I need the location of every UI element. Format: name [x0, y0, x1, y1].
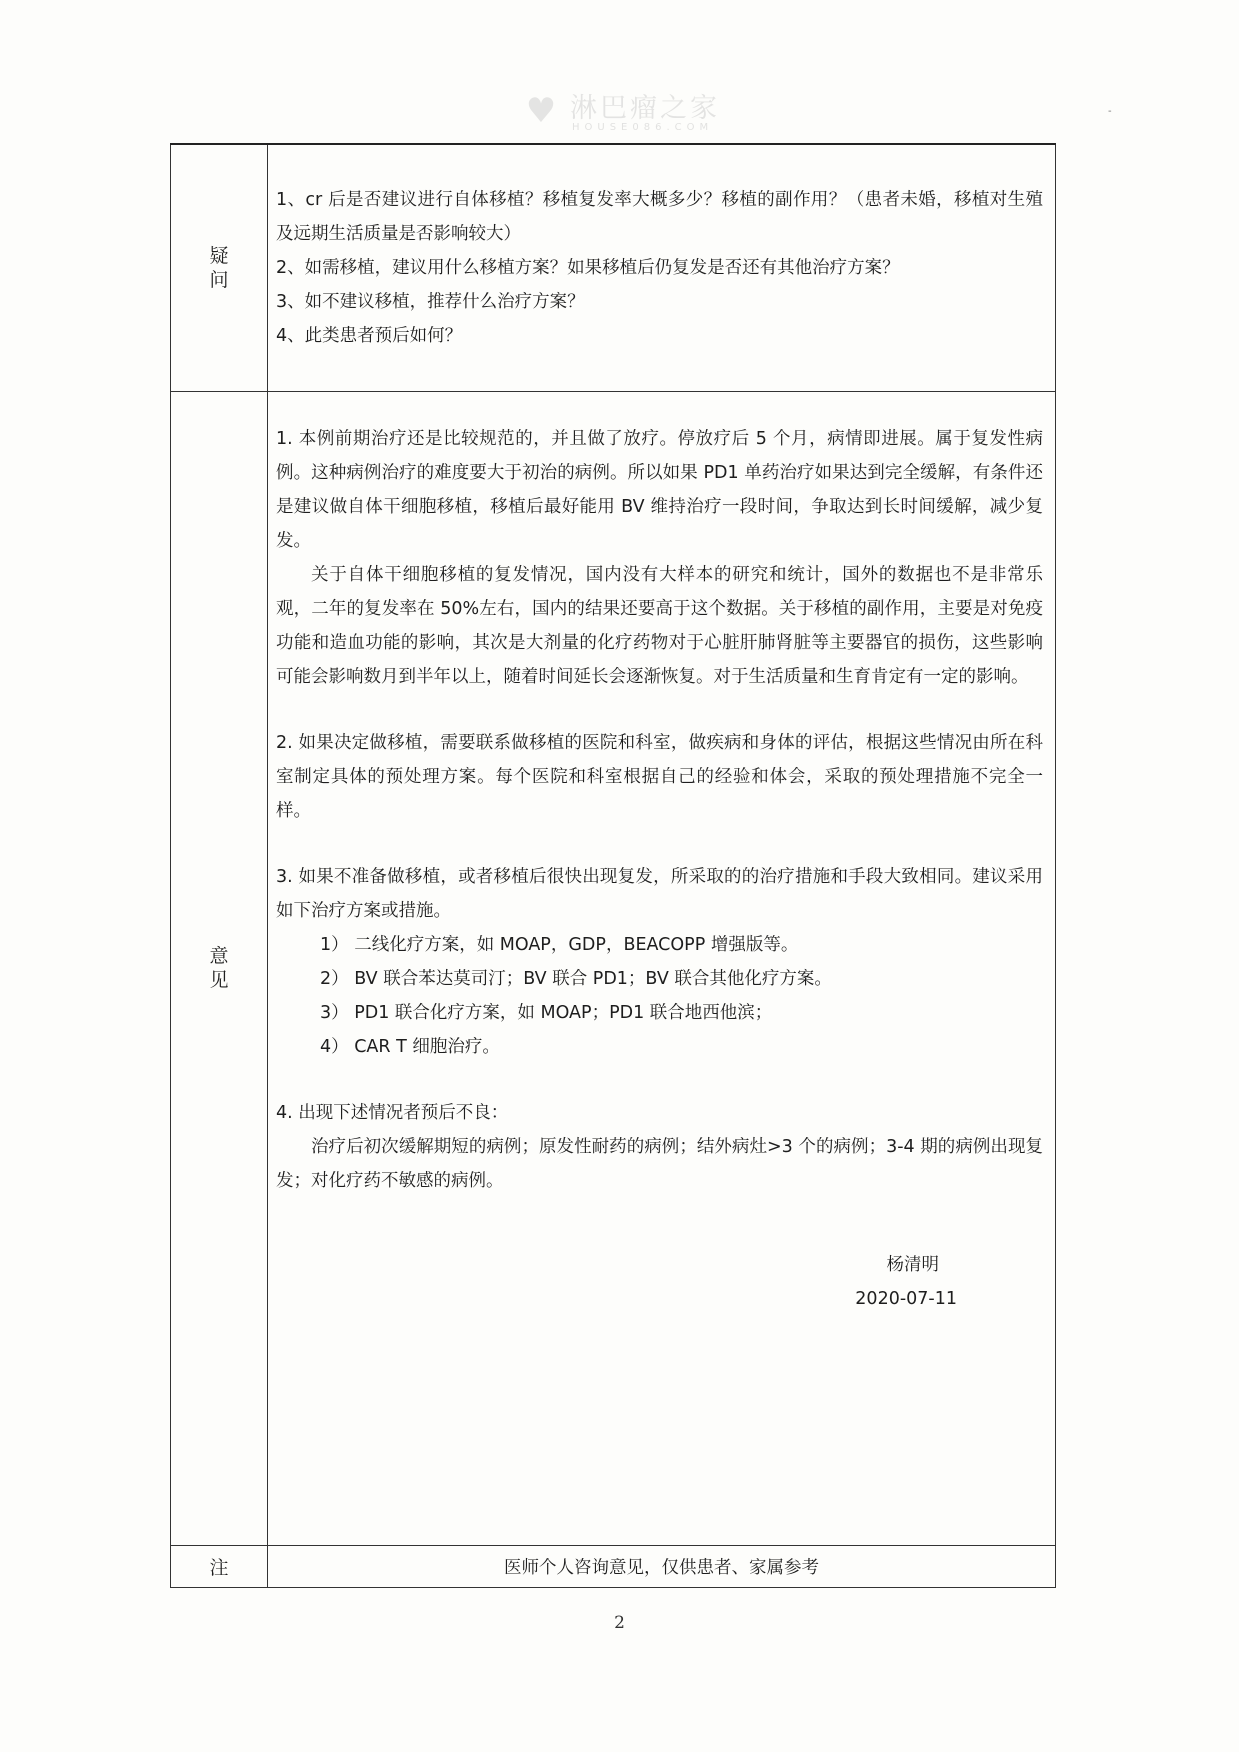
question-2: 2、如需移植，建议用什么移植方案？如果移植后仍复发是否还有其他治疗方案？ [276, 258, 900, 278]
note-text: 医师个人咨询意见，仅供患者、家属参考 [268, 1545, 1056, 1587]
treatment-list-item: 3） PD1 联合化疗方案，如 MOAP；PD1 联合地西他滨； [320, 1002, 773, 1023]
treatment-list-item: 2） BV 联合苯达莫司汀；BV 联合 PD1；BV 联合其他化疗方案。 [320, 968, 832, 989]
watermark-subtitle: HOUSE086.COM [572, 122, 714, 133]
opinion-paragraph-4: 4. 出现下述情况者预后不良： [276, 1102, 509, 1123]
opinion-paragraph-3: 3. 如果不准备做移植，或者移植后很快出现复发，所采取的的治疗措施和手段大致相同。建议采用如下治疗方案或措施。 [276, 866, 1043, 921]
question-1: 1、cr 后是否建议进行自体移植？移植复发率大概多少？移植的副作用？（患者未婚，移植对生殖及远期生活质量是否影响较大） [276, 190, 1043, 244]
treatment-list-item: 4） CAR T 细胞治疗。 [320, 1036, 500, 1057]
watermark-logo [520, 82, 750, 142]
note-row [171, 1545, 1056, 1587]
opinion-paragraph-2: 2. 如果决定做移植，需要联系做移植的医院和科室，做疾病和身体的评估，根据这些情况由所在科室制定具体的预处理方案。每个医院和科室根据自己的经验和体会，采取的预处理措施不完全一样。 [276, 732, 1043, 821]
doctor-signature: 杨清明 [886, 1254, 939, 1275]
heart-icon: ♥ [525, 91, 557, 131]
opinion-row [171, 391, 1056, 1545]
consultation-table [170, 143, 1056, 1588]
note-label: 注 [171, 1545, 268, 1587]
questions-content [268, 144, 1056, 391]
opinion-content [268, 391, 1056, 1545]
opinion-paragraph-4b: 治疗后初次缓解期短的病例；原发性耐药的病例；结外病灶>3 个的病例；3-4 期的病例出现复发；对化疗药不敏感的病例。 [276, 1136, 1043, 1191]
question-4: 4、此类患者预后如何？ [276, 326, 463, 346]
questions-row [171, 144, 1056, 391]
opinion-label-char-2: 见 [209, 969, 229, 991]
opinion-label-char-1: 意 [209, 945, 229, 967]
opinion-label [171, 391, 268, 1545]
opinion-paragraph-1b: 关于自体干细胞移植的复发情况，国内没有大样本的研究和统计，国外的数据也不是非常乐观，二年的复发率在 50%左右，国内的结果还要高于这个数据。关于移植的副作用，主要是对免疫功能和造血功能的影响，其次是大剂量的化疗药物对于心脏肝肺肾脏等主要器官的损伤，这些影响可能会影响数月到半年以上，随着时间延长会逐渐恢复。对于生活质量和生育肯定有一定的影响。 [276, 564, 1043, 687]
watermark-title: 淋巴瘤之家 [570, 93, 720, 124]
opinion-paragraph-1: 1. 本例前期治疗还是比较规范的，并且做了放疗。停放疗后 5 个月，病情即进展。属于复发性病例。这种病例治疗的难度要大于初治的病例。所以如果 PD1 单药治疗如果达到完全缓解，有条件还是建议做自体干细胞移植，移植后最好能用 BV 维持治疗一段时间，争取达到长时间缓解，减少复发。 [276, 428, 1043, 551]
questions-label-char-1: 疑 [209, 244, 229, 267]
page-number: 2 [614, 1613, 625, 1633]
questions-label-char-2: 问 [209, 268, 229, 291]
question-3: 3、如不建议移植，推荐什么治疗方案？ [276, 292, 585, 312]
signature-date: 2020-07-11 [855, 1288, 957, 1309]
corner-mark: - [1108, 106, 1112, 117]
questions-label [171, 144, 268, 391]
treatment-list-item: 1） 二线化疗方案，如 MOAP，GDP，BEACOPP 增强版等。 [320, 934, 799, 955]
